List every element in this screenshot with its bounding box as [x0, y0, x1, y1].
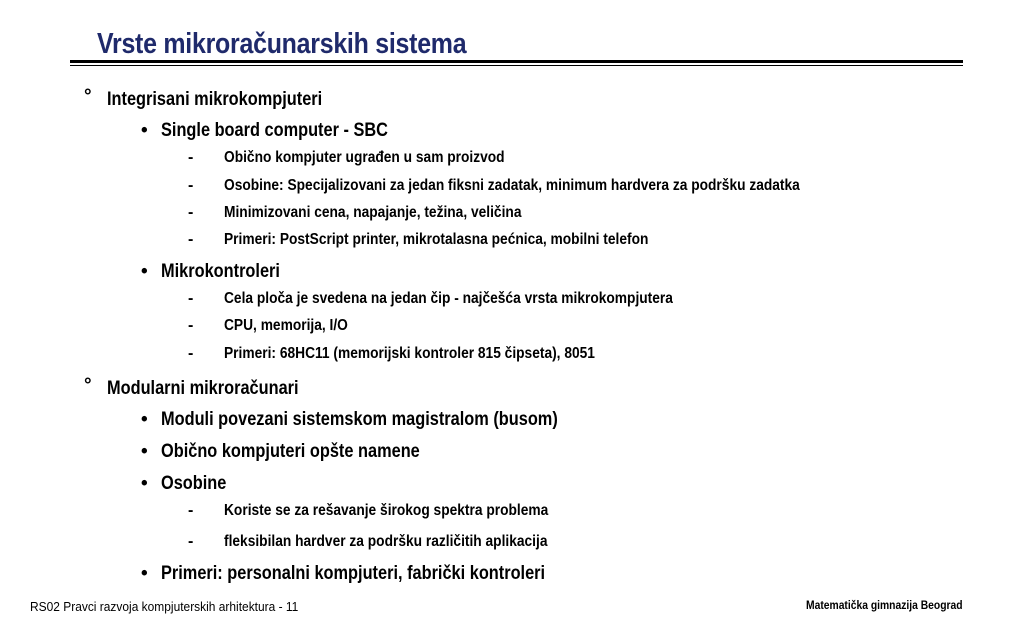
bullet-marker-level3: - [188, 317, 194, 334]
title-underline-thin [70, 65, 963, 66]
bullet-marker-level2: • [141, 473, 148, 494]
bullet-level3: Primeri: PostScript printer, mikrotalasna pećnica, mobilni telefon [224, 231, 649, 248]
bullet-marker-level1: ° [84, 86, 92, 107]
bullet-marker-level2: • [141, 409, 148, 430]
bullet-level2: Moduli povezani sistemskom magistralom (busom) [161, 409, 558, 430]
bullet-marker-level3: - [188, 231, 194, 248]
bullet-level2: Single board computer - SBC [161, 120, 388, 141]
bullet-marker-level3: - [188, 149, 194, 166]
bullet-marker-level2: • [141, 261, 148, 282]
bullet-level3: Koriste se za rešavanje širokog spektra problema [224, 502, 549, 519]
footer-slide-label: RS02 Pravci razvoja kompjuterskih arhitektura - 11 [30, 599, 299, 614]
bullet-level2: Osobine [161, 473, 227, 494]
footer-organization: Matematička gimnazija Beograd [806, 598, 963, 612]
bullet-level3: Minimizovani cena, napajanje, težina, veličina [224, 204, 522, 221]
slide-title: Vrste mikroračunarskih sistema [97, 28, 467, 60]
bullet-marker-level2: • [141, 120, 148, 141]
bullet-level3: Osobine: Specijalizovani za jedan fiksni zadatak, minimum hardvera za podršku zadatka [224, 177, 800, 194]
bullet-marker-level3: - [188, 177, 194, 194]
bullet-level3: Cela ploča je svedena na jedan čip - najčešća vrsta mikrokompjutera [224, 290, 673, 307]
bullet-marker-level3: - [188, 290, 194, 307]
title-underline-thick [70, 60, 963, 63]
bullet-marker-level2: • [141, 563, 148, 584]
bullet-level3: Primeri: 68HC11 (memorijski kontroler 815 čipseta), 8051 [224, 345, 595, 362]
bullet-level1: Modularni mikroračunari [107, 378, 299, 399]
bullet-level3: Obično kompjuter ugrađen u sam proizvod [224, 149, 505, 166]
bullet-marker-level3: - [188, 502, 194, 519]
bullet-level1: Integrisani mikrokompjuteri [107, 89, 323, 110]
bullet-marker-level3: - [188, 345, 194, 362]
bullet-marker-level2: • [141, 441, 148, 462]
bullet-marker-level3: - [188, 204, 194, 221]
bullet-level2: Obično kompjuteri opšte namene [161, 441, 420, 462]
bullet-marker-level3: - [188, 533, 194, 550]
bullet-level3: CPU, memorija, I/O [224, 317, 348, 334]
bullet-level2: Primeri: personalni kompjuteri, fabrički kontroleri [161, 563, 546, 584]
bullet-level2: Mikrokontroleri [161, 261, 280, 282]
bullet-level3: fleksibilan hardver za podršku različitih aplikacija [224, 533, 548, 550]
bullet-marker-level1: ° [84, 375, 92, 396]
